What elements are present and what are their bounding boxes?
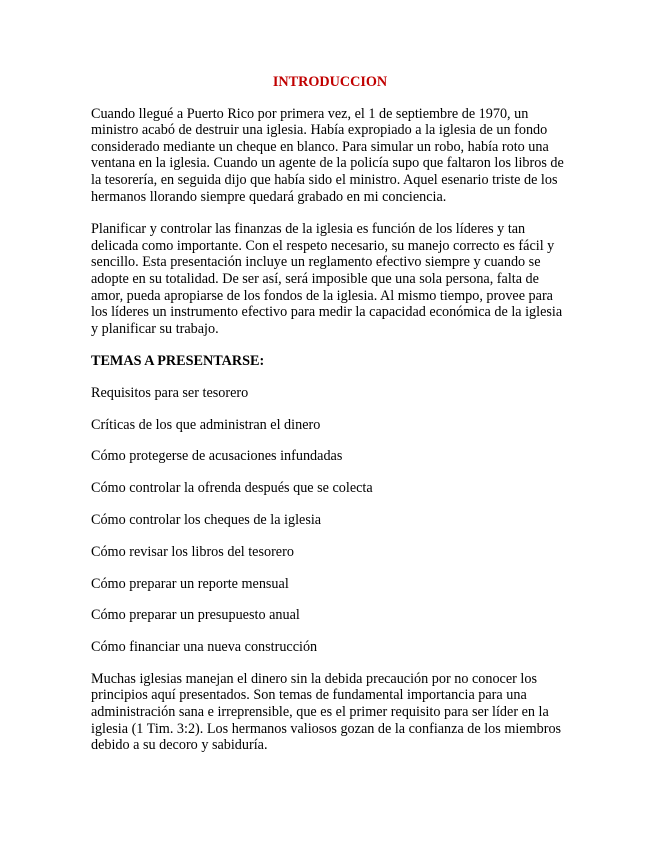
intro-paragraph-1: Cuando llegué a Puerto Rico por primera vez, el 1 de septiembre de 1970, un ministro acabó de destruir una iglesia. Había expropiado a la iglesia de un fondo considerado mediante un cheque en blanco. Para simular un robo, había roto una ventana en la iglesia. Cuando un agente de la policía supo que faltaron los libros de la tesorería, en seguida dijo que había sido el ministro. Aquel esenario triste de los hermanos llorando siempre quedará grabado en mi conciencia. <box>91 105 564 205</box>
topic-item: Cómo revisar los libros del tesorero <box>91 543 294 560</box>
document-page <box>91 74 569 754</box>
closing-paragraph: Muchas iglesias manejan el dinero sin la debida precaución por no conocer los principios aquí presentados. Son temas de fundamental importancia para una administración sana e irreprensible, que es el primer requisito para ser líder en la iglesia (1 Tim. 3:2). Los hermanos valiosos gozan de la confianza de los miembros debido a su decoro y sabiduría. <box>91 670 562 754</box>
topic-item: Críticas de los que administran el dinero <box>91 416 321 433</box>
topic-item: Cómo protegerse de acusaciones infundadas <box>91 448 343 465</box>
topic-item: Requisitos para ser tesorero <box>91 384 249 401</box>
topic-item: Cómo financiar una nueva construcción <box>91 639 318 656</box>
topics-heading: TEMAS A PRESENTARSE: <box>91 353 265 370</box>
topic-item: Cómo controlar los cheques de la iglesia <box>91 512 322 529</box>
topic-item: Cómo preparar un reporte mensual <box>91 575 289 592</box>
topic-item: Cómo controlar la ofrenda después que se colecta <box>91 480 373 497</box>
intro-paragraph-2: Planificar y controlar las finanzas de la iglesia es función de los líderes y tan delicada como importante. Con el respeto necesario, su manejo correcto es fácil y sencillo. Esta presentación incluye un reglamento efectivo siempre y cuando se adopte en su totalidad. De ser así, será imposible que una sola persona, falta de amor, pueda apropiarse de los fondos de la iglesia. Al mismo tiempo, provee para los líderes un instrumento efectivo para medir la capacidad económica de la iglesia y planificar su trabajo. <box>91 221 563 337</box>
topics-list <box>91 385 569 656</box>
page-title: INTRODUCCION <box>272 74 388 90</box>
topic-item: Cómo preparar un presupuesto anual <box>91 607 300 624</box>
